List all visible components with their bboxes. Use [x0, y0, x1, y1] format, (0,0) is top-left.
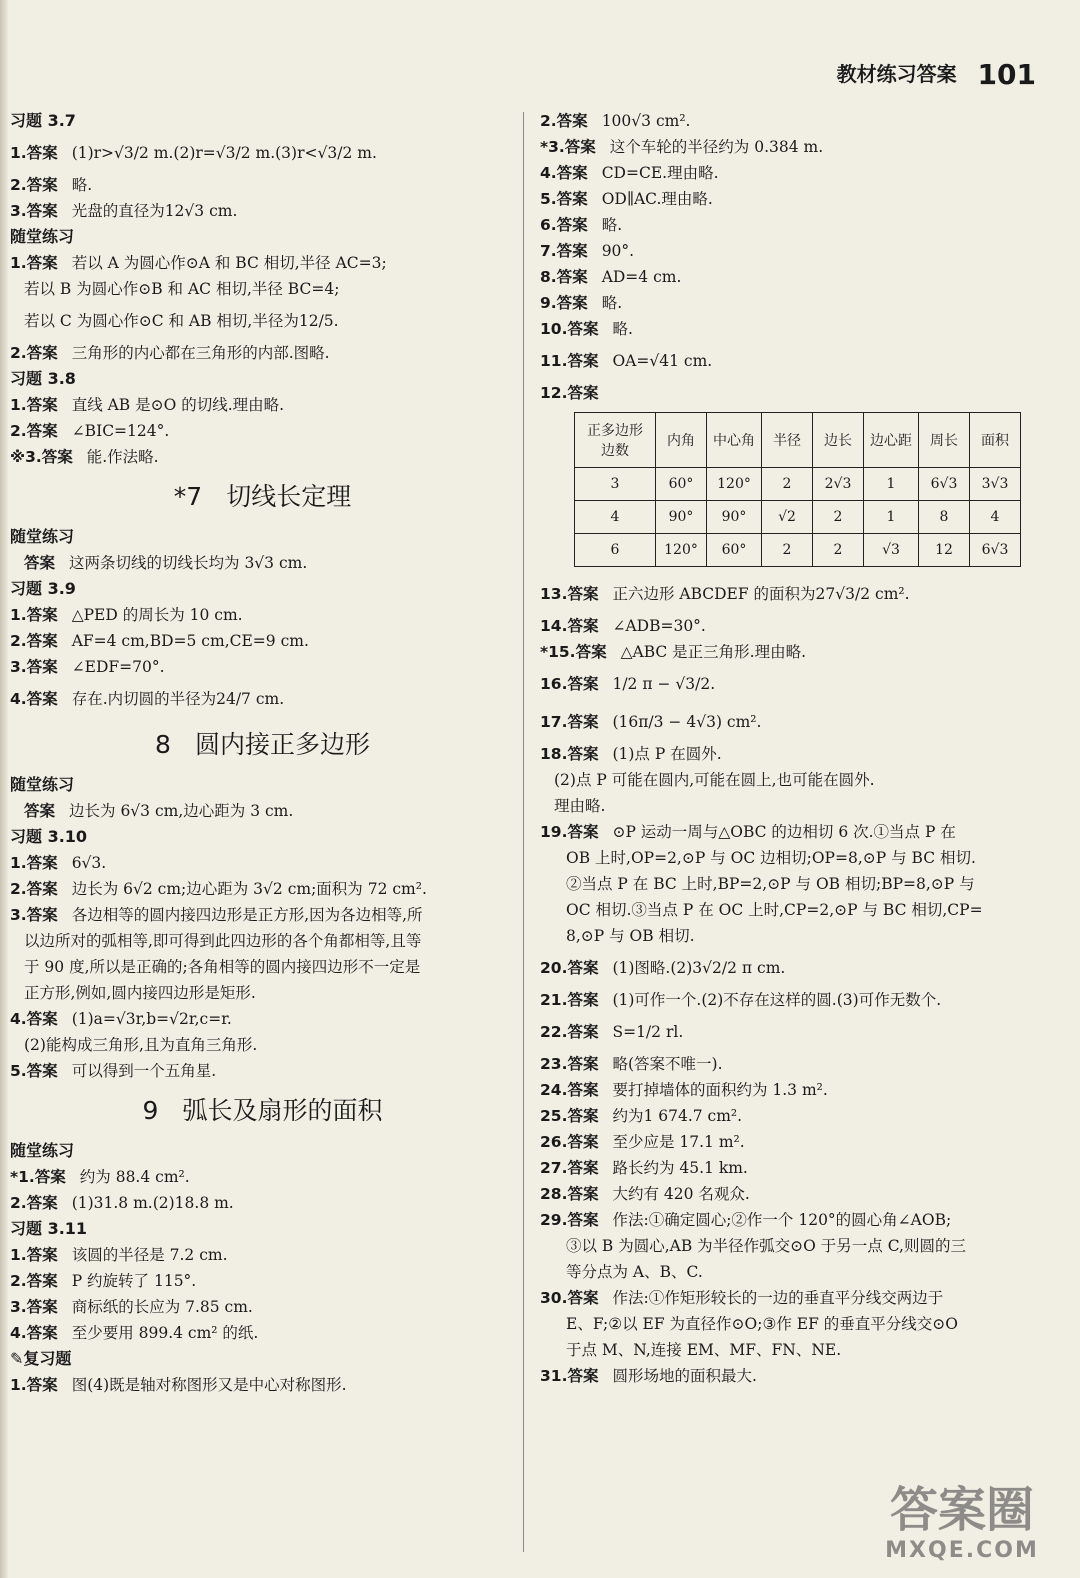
answer-item [10, 1320, 515, 1346]
answer-continuation: OB 上时,OP=2,⊙P 与 OC 边相切;OP=8,⊙P 与 BC 相切. [566, 849, 976, 867]
answer-continuation: E、F;②以 EF 为直径作⊙O;③作 EF 的垂直平分线交⊙O [566, 1315, 958, 1333]
answer-item [10, 340, 515, 366]
answer-label: 2.答案 [10, 176, 58, 194]
table-header-cell: 半径 [762, 413, 813, 468]
answer-text: 大约有 420 名观众. [612, 1185, 750, 1203]
answer-item [10, 250, 515, 276]
table-cell: 4 [575, 501, 656, 534]
answer-text: (1)可作一个.(2)不存在这样的圆.(3)可作无数个. [612, 991, 942, 1009]
answer-continuation: 理由略. [554, 797, 606, 815]
table-cell: 1 [864, 468, 919, 501]
chapter-heading [10, 718, 515, 772]
answer-item [540, 1207, 1045, 1233]
answer-item [540, 703, 1045, 741]
section-heading: 习题 3.11 [10, 1219, 88, 1238]
answer-label: 14.答案 [540, 617, 599, 635]
answer-label: 18.答案 [540, 745, 599, 763]
answer-label: 8.答案 [540, 268, 588, 286]
answer-label: 25.答案 [540, 1107, 599, 1125]
table-cell: 2 [813, 501, 864, 534]
answer-item [540, 613, 1045, 639]
answer-text: 光盘的直径为12√3 cm. [71, 202, 238, 220]
section-heading: 随堂练习 [10, 227, 75, 246]
answer-item [540, 1181, 1045, 1207]
answer-label: 1.答案 [10, 396, 58, 414]
answer-item [540, 1103, 1045, 1129]
answer-text: 路长约为 45.1 km. [612, 1159, 748, 1177]
answer-item [540, 342, 1045, 380]
answer-text: 该圆的半径是 7.2 cm. [71, 1246, 228, 1264]
chapter-number: *7 [173, 482, 203, 511]
table-cell: 3 [575, 468, 656, 501]
answer-text: (1)图略.(2)3√2/2 π cm. [612, 959, 786, 977]
section-heading: 随堂练习 [10, 1141, 75, 1160]
chapter-number: 9 [142, 1096, 159, 1125]
answer-label: 3.答案 [10, 658, 58, 676]
answer-label: 2.答案 [10, 344, 58, 362]
answer-text: 这个车轮的半径约为 0.384 m. [609, 138, 824, 156]
answer-text: 1/2 π − √3/2. [612, 675, 716, 693]
answer-label: 29.答案 [540, 1211, 599, 1229]
answer-text: 作法:①作矩形较长的一边的垂直平分线交两边于 [612, 1289, 944, 1307]
answer-label: 13.答案 [540, 585, 599, 603]
table-row [575, 468, 1021, 501]
answer-text: OD∥AC.理由略. [601, 190, 713, 208]
answer-item [540, 575, 1045, 613]
table-cell: 90° [656, 501, 707, 534]
section-heading: 习题 3.9 [10, 579, 76, 598]
answer-label: 2.答案 [10, 880, 58, 898]
answer-label: 10.答案 [540, 320, 599, 338]
answer-text: ∠EDF=70°. [71, 658, 165, 676]
watermark-logo-text: 答案圈 [889, 1482, 1034, 1538]
answer-label: 1.答案 [10, 144, 58, 162]
right-column-top [540, 108, 1045, 406]
section-heading: 习题 3.7 [10, 111, 76, 130]
chapter-title: 切线长定理 [226, 482, 352, 511]
answer-text: 边长为 6√2 cm;边心距为 3√2 cm;面积为 72 cm². [71, 880, 427, 898]
table-cell: 2 [762, 468, 813, 501]
answer-label: 答案 [24, 802, 56, 820]
table-cell: 12 [919, 534, 970, 567]
answer-item [10, 680, 515, 718]
table-cell: 6√3 [970, 534, 1021, 567]
column-divider [523, 112, 524, 1552]
answer-text: 约为 88.4 cm². [79, 1168, 190, 1186]
answer-label: 21.答案 [540, 991, 599, 1009]
answer-text: 若以 A 为圆心作⊙A 和 BC 相切,半径 AC=3; [71, 254, 387, 272]
answer-text: 三角形的内心都在三角形的内部.图略. [71, 344, 330, 362]
chapter-title: 圆内接正多边形 [194, 730, 370, 759]
site-watermark [862, 1482, 1062, 1570]
answer-text: AF=4 cm,BD=5 cm,CE=9 cm. [71, 632, 309, 650]
chapter-number: 8 [155, 730, 171, 759]
answer-label: ※3.答案 [10, 448, 73, 466]
answer-label: 23.答案 [540, 1055, 599, 1073]
answer-item [10, 1164, 515, 1190]
answer-label: *15.答案 [540, 643, 607, 661]
answer-item [10, 444, 515, 470]
answer-text: 这两条切线的切线长均为 3√3 cm. [69, 554, 308, 572]
answer-item [10, 172, 515, 198]
table-header-cell: 周长 [919, 413, 970, 468]
table-cell: 120° [707, 468, 762, 501]
answer-item [540, 665, 1045, 703]
answer-text: (16π/3 − 4√3) cm². [612, 713, 762, 731]
right-column-bottom [540, 575, 1045, 1389]
answer-item [540, 212, 1045, 238]
answer-item [540, 108, 1045, 134]
answer-text: 可以得到一个五角星. [71, 1062, 217, 1080]
page-number: 101 [977, 58, 1036, 91]
answer-text: ⊙P 运动一周与△OBC 的边相切 6 次.①当点 P 在 [612, 823, 956, 841]
table-cell: 3√3 [970, 468, 1021, 501]
table-cell: 6 [575, 534, 656, 567]
answer-continuation: 若以 B 为圆心作⊙B 和 AC 相切,半径 BC=4; [24, 280, 340, 298]
answer-text: 能.作法略. [86, 448, 159, 466]
answer-continuation: 正方形,例如,圆内接四边形是矩形. [24, 984, 256, 1002]
table-cell: 90° [707, 501, 762, 534]
section-heading: ✎复习题 [10, 1349, 72, 1368]
answer-label: 4.答案 [10, 1324, 58, 1342]
answer-continuation: 以边所对的弧相等,即可得到此四边形的各个角都相等,且等 [24, 932, 422, 950]
answer-text: 略(答案不唯一). [612, 1055, 723, 1073]
answer-text: 各边相等的圆内接四边形是正方形,因为各边相等,所 [71, 906, 423, 924]
answer-item [540, 1363, 1045, 1389]
answer-label: 3.答案 [10, 1298, 58, 1316]
answer-text: 至少应是 17.1 m². [612, 1133, 745, 1151]
table-header-cell: 正多边形边数 [575, 413, 656, 468]
table-cell: 2√3 [813, 468, 864, 501]
answer-text: 要打掉墙体的面积约为 1.3 m². [612, 1081, 828, 1099]
answer-item [540, 819, 1045, 845]
answer-item [10, 392, 515, 418]
answer-text: S=1/2 rl. [612, 1023, 684, 1041]
answer-text: P 约旋转了 115°. [71, 1272, 197, 1290]
left-column [10, 108, 515, 1398]
section-heading: 随堂练习 [10, 775, 75, 794]
answer-label: 2.答案 [10, 1194, 58, 1212]
answer-label: 12.答案 [540, 384, 599, 402]
answer-text: (1)r>√3/2 m.(2)r=√3/2 m.(3)r<√3/2 m. [71, 144, 377, 162]
answer-item [540, 949, 1045, 987]
answer-label: 1.答案 [10, 1376, 58, 1394]
answer-item [540, 639, 1045, 665]
section-heading: 习题 3.8 [10, 369, 76, 388]
answer-text: 至少要用 899.4 cm² 的纸. [71, 1324, 259, 1342]
answer-text: 图(4)既是轴对称图形又是中心对称图形. [71, 1376, 347, 1394]
answer-item [10, 418, 515, 444]
answer-text: 略. [612, 320, 633, 338]
chapter-heading [10, 1084, 515, 1138]
chapter-heading [10, 470, 515, 524]
answer-label: 4.答案 [540, 164, 588, 182]
answer-item [540, 1129, 1045, 1155]
answer-label: 4.答案 [10, 1010, 58, 1028]
answer-continuation: OC 相切.③当点 P 在 OC 上时,CP=2,⊙P 与 BC 相切,CP= [566, 901, 983, 919]
answer-text: 作法:①确定圆心;②作一个 120°的圆心角∠AOB; [612, 1211, 952, 1229]
answer-label: 11.答案 [540, 352, 599, 370]
page-header [837, 58, 1036, 91]
answer-item [10, 902, 515, 928]
table-header-cell: 中心角 [707, 413, 762, 468]
answer-text: ∠ADB=30°. [612, 617, 706, 635]
answer-label: 2.答案 [540, 112, 588, 130]
table-cell: 1 [864, 501, 919, 534]
section-heading: 随堂练习 [10, 527, 75, 546]
answer-item [540, 186, 1045, 212]
answer-text: 90°. [601, 242, 635, 260]
answer-label: 4.答案 [10, 690, 58, 708]
answer-item [10, 1058, 515, 1084]
answer-item [10, 1294, 515, 1320]
table-header-cell: 边长 [813, 413, 864, 468]
answer-text: 100√3 cm². [601, 112, 691, 130]
answer-text: AD=4 cm. [601, 268, 682, 286]
answer-item [540, 264, 1045, 290]
answer-item [540, 1013, 1045, 1051]
answer-text: 6√3. [71, 854, 107, 872]
header-title: 教材练习答案 [836, 62, 957, 86]
answer-label: 16.答案 [540, 675, 599, 693]
answer-continuation: 等分点为 A、B、C. [566, 1263, 703, 1281]
table-cell: 8 [919, 501, 970, 534]
answer-text: (1)a=√3r,b=√2r,c=r. [71, 1010, 232, 1028]
answer-label: 1.答案 [10, 254, 58, 272]
answer-text: CD=CE.理由略. [601, 164, 719, 182]
answer-item [540, 1051, 1045, 1077]
answer-continuation: 于点 M、N,连接 EM、MF、FN、NE. [566, 1341, 842, 1359]
answer-label: 24.答案 [540, 1081, 599, 1099]
answer-text: 略. [71, 176, 93, 194]
answer-item [10, 850, 515, 876]
answer-text: 略. [601, 294, 623, 312]
answer-label: 30.答案 [540, 1289, 599, 1307]
answer-text: 边长为 6√3 cm,边心距为 3 cm. [69, 802, 294, 820]
table-cell: √3 [864, 534, 919, 567]
answer-item [10, 198, 515, 224]
answer-text: ∠BIC=124°. [71, 422, 170, 440]
answer-item [10, 798, 515, 824]
table-cell: 2 [762, 534, 813, 567]
answer-text: 略. [601, 216, 623, 234]
table-cell: 60° [707, 534, 762, 567]
answer-text: 直线 AB 是⊙O 的切线.理由略. [71, 396, 285, 414]
answer-label: 6.答案 [540, 216, 588, 234]
answer-text: △ABC 是正三角形.理由略. [620, 643, 807, 661]
table-header-cell: 内角 [656, 413, 707, 468]
answer-label: 19.答案 [540, 823, 599, 841]
answer-item [540, 290, 1045, 316]
answer-continuation: ②当点 P 在 BC 上时,BP=2,⊙P 与 OB 相切;BP=8,⊙P 与 [566, 875, 975, 893]
table-cell: 6√3 [919, 468, 970, 501]
table-row [575, 534, 1021, 567]
answer-continuation: 8,⊙P 与 OB 相切. [566, 927, 695, 945]
answer-item [10, 1006, 515, 1032]
answer-item [10, 1190, 515, 1216]
answer-continuation: (2)点 P 可能在圆内,可能在圆上,也可能在圆外. [554, 771, 875, 789]
answer-item [540, 134, 1045, 160]
answer-item [540, 1077, 1045, 1103]
table-cell: 2 [813, 534, 864, 567]
answer-item [10, 1242, 515, 1268]
answer-continuation: (2)能构成三角形,且为直角三角形. [24, 1036, 258, 1054]
page-spine-shadow [0, 0, 8, 1578]
table-cell: 4 [970, 501, 1021, 534]
section-heading: 习题 3.10 [10, 827, 88, 846]
answer-label: 26.答案 [540, 1133, 599, 1151]
answer-item [10, 654, 515, 680]
answer-label: 22.答案 [540, 1023, 599, 1041]
chapter-title: 弧长及扇形的面积 [182, 1096, 383, 1125]
answer-text: 圆形场地的面积最大. [612, 1367, 757, 1385]
answer-item [10, 602, 515, 628]
table-header-cell: 面积 [970, 413, 1021, 468]
answer-item [540, 741, 1045, 767]
answer-item [10, 1372, 515, 1398]
answer-text: △PED 的周长为 10 cm. [71, 606, 243, 624]
answer-text: 正六边形 ABCDEF 的面积为27√3/2 cm². [612, 585, 910, 603]
answer-item [10, 1268, 515, 1294]
answer-label: *3.答案 [540, 138, 596, 156]
table-cell: 120° [656, 534, 707, 567]
answer-text: 约为1 674.7 cm². [612, 1107, 743, 1125]
table-cell: 60° [656, 468, 707, 501]
answer-label: 答案 [24, 554, 56, 572]
answer-label: 9.答案 [540, 294, 588, 312]
answer-continuation: 于 90 度,所以是正确的;各角相等的圆内接四边形不一定是 [24, 958, 421, 976]
answer-label: 28.答案 [540, 1185, 599, 1203]
answer-item [540, 1155, 1045, 1181]
answer-item [10, 134, 515, 172]
answer-item [540, 380, 1045, 406]
answer-label: 2.答案 [10, 632, 58, 650]
answer-label: 3.答案 [10, 202, 58, 220]
table-header-cell: 边心距 [864, 413, 919, 468]
answer-label: 1.答案 [10, 854, 58, 872]
answer-item [540, 316, 1045, 342]
answer-item [10, 550, 515, 576]
answer-text: 存在.内切圆的半径为24/7 cm. [71, 690, 285, 708]
answer-label: 20.答案 [540, 959, 599, 977]
answer-text: (1)点 P 在圆外. [612, 745, 722, 763]
answer-continuation: ③以 B 为圆心,AB 为半径作弧交⊙O 于另一点 C,则圆的三 [566, 1237, 966, 1255]
answer-item [540, 238, 1045, 264]
answer-label: 1.答案 [10, 606, 58, 624]
right-column [540, 108, 1045, 1389]
answer-label: *1.答案 [10, 1168, 66, 1186]
answer-label: 31.答案 [540, 1367, 599, 1385]
answer-label: 5.答案 [540, 190, 588, 208]
table-row [575, 501, 1021, 534]
answer-label: 27.答案 [540, 1159, 599, 1177]
answer-item [10, 628, 515, 654]
answer-text: OA=√41 cm. [612, 352, 713, 370]
answer-label: 2.答案 [10, 1272, 58, 1290]
answer-item [540, 160, 1045, 186]
answer-item [10, 876, 515, 902]
answer-continuation: 若以 C 为圆心作⊙C 和 AB 相切,半径为12/5. [24, 312, 339, 330]
answer-text: 商标纸的长应为 7.85 cm. [71, 1298, 253, 1316]
answer-item [540, 1285, 1045, 1311]
answer-label: 5.答案 [10, 1062, 58, 1080]
table-cell: √2 [762, 501, 813, 534]
answer-label: 17.答案 [540, 713, 599, 731]
answer-label: 2.答案 [10, 422, 58, 440]
answer-label: 3.答案 [10, 906, 58, 924]
polygon-table [574, 412, 1021, 567]
answer-label: 1.答案 [10, 1246, 58, 1264]
watermark-url: MXQE.COM [885, 1538, 1039, 1563]
answer-text: (1)31.8 m.(2)18.8 m. [71, 1194, 234, 1212]
table-header-row [575, 413, 1021, 468]
answer-item [540, 987, 1045, 1013]
answer-label: 7.答案 [540, 242, 588, 260]
